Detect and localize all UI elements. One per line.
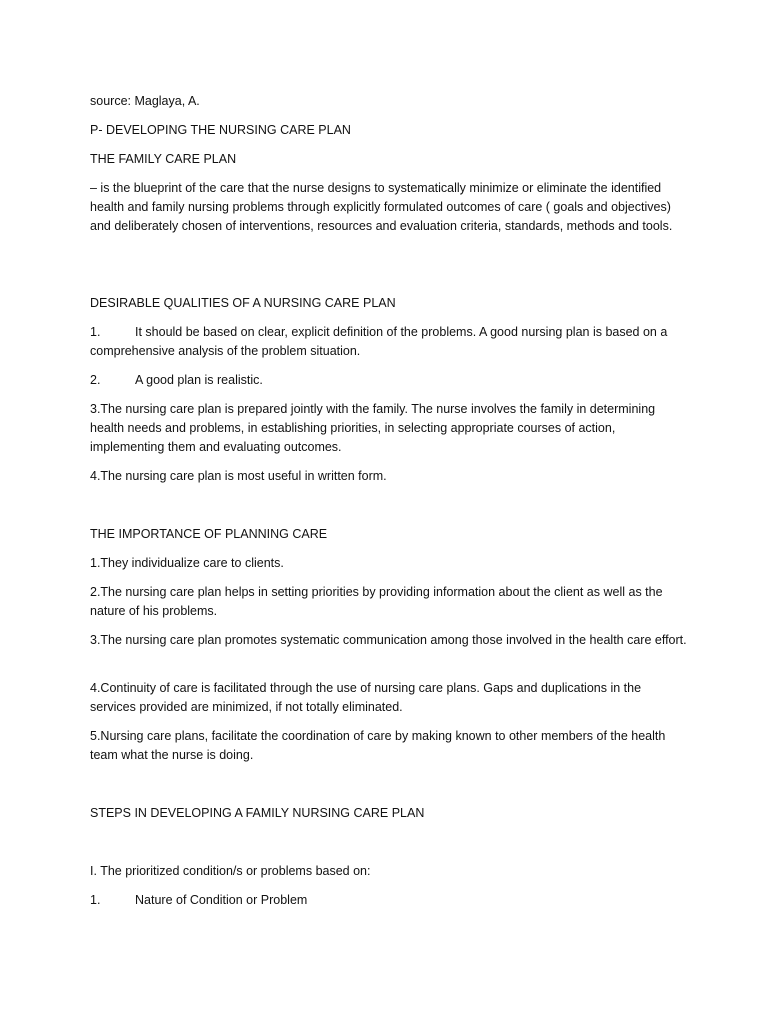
heading-steps: STEPS IN DEVELOPING A FAMILY NURSING CARE PLAN — [90, 806, 425, 820]
definition-paragraph: – is the blueprint of the care that the nurse designs to systematically minimize or eliminate the identified health and family nursing problems through explicitly formulated outcomes of care ( goals and objectives) and deliberately chosen of interventions, resources and evaluation criteria, standards, methods and tools. — [90, 181, 673, 233]
steps-item-1 — [90, 891, 690, 910]
importance-item-4: 4.Continuity of care is facilitated through the use of nursing care plans. Gaps and duplications in the services provided are minimized, if not totally eliminated. — [90, 681, 642, 714]
steps-item-1-number: 1. — [90, 893, 101, 907]
quality-item-1 — [90, 323, 690, 361]
quality-item-4: 4.The nursing care plan is most useful in written form. — [90, 469, 387, 483]
steps-intro: I. The prioritized condition/s or problems based on: — [90, 864, 371, 878]
importance-item-5: 5.Nursing care plans, facilitate the coordination of care by making known to other members of the health team what the nurse is doing. — [90, 729, 666, 762]
quality-item-2 — [90, 371, 690, 390]
heading-developing-plan: P- DEVELOPING THE NURSING CARE PLAN — [90, 123, 351, 137]
heading-family-care-plan: THE FAMILY CARE PLAN — [90, 152, 237, 166]
quality-item-2-text: A good plan is realistic. — [135, 373, 263, 387]
quality-item-1-number: 1. — [90, 325, 101, 339]
quality-item-3: 3.The nursing care plan is prepared jointly with the family. The nurse involves the family in determining health needs and problems, in establishing priorities, in selecting appropriate courses of action, implementing them and evaluating outcomes. — [90, 402, 656, 454]
steps-item-1-text: Nature of Condition or Problem — [135, 893, 308, 907]
quality-item-1-text: It should be based on clear, explicit definition of the problems. A good nursing plan is based on a comprehensive analysis of the problem situation. — [90, 325, 668, 358]
importance-item-2: 2.The nursing care plan helps in setting priorities by providing information about the client as well as the nature of his problems. — [90, 585, 663, 618]
heading-importance: THE IMPORTANCE OF PLANNING CARE — [90, 527, 328, 541]
heading-desirable-qualities: DESIRABLE QUALITIES OF A NURSING CARE PLAN — [90, 296, 396, 310]
quality-item-2-number: 2. — [90, 373, 101, 387]
importance-item-1: 1.They individualize care to clients. — [90, 556, 284, 570]
source-line: source: Maglaya, A. — [90, 94, 200, 108]
importance-item-3: 3.The nursing care plan promotes systematic communication among those involved in the health care effort. — [90, 633, 687, 647]
